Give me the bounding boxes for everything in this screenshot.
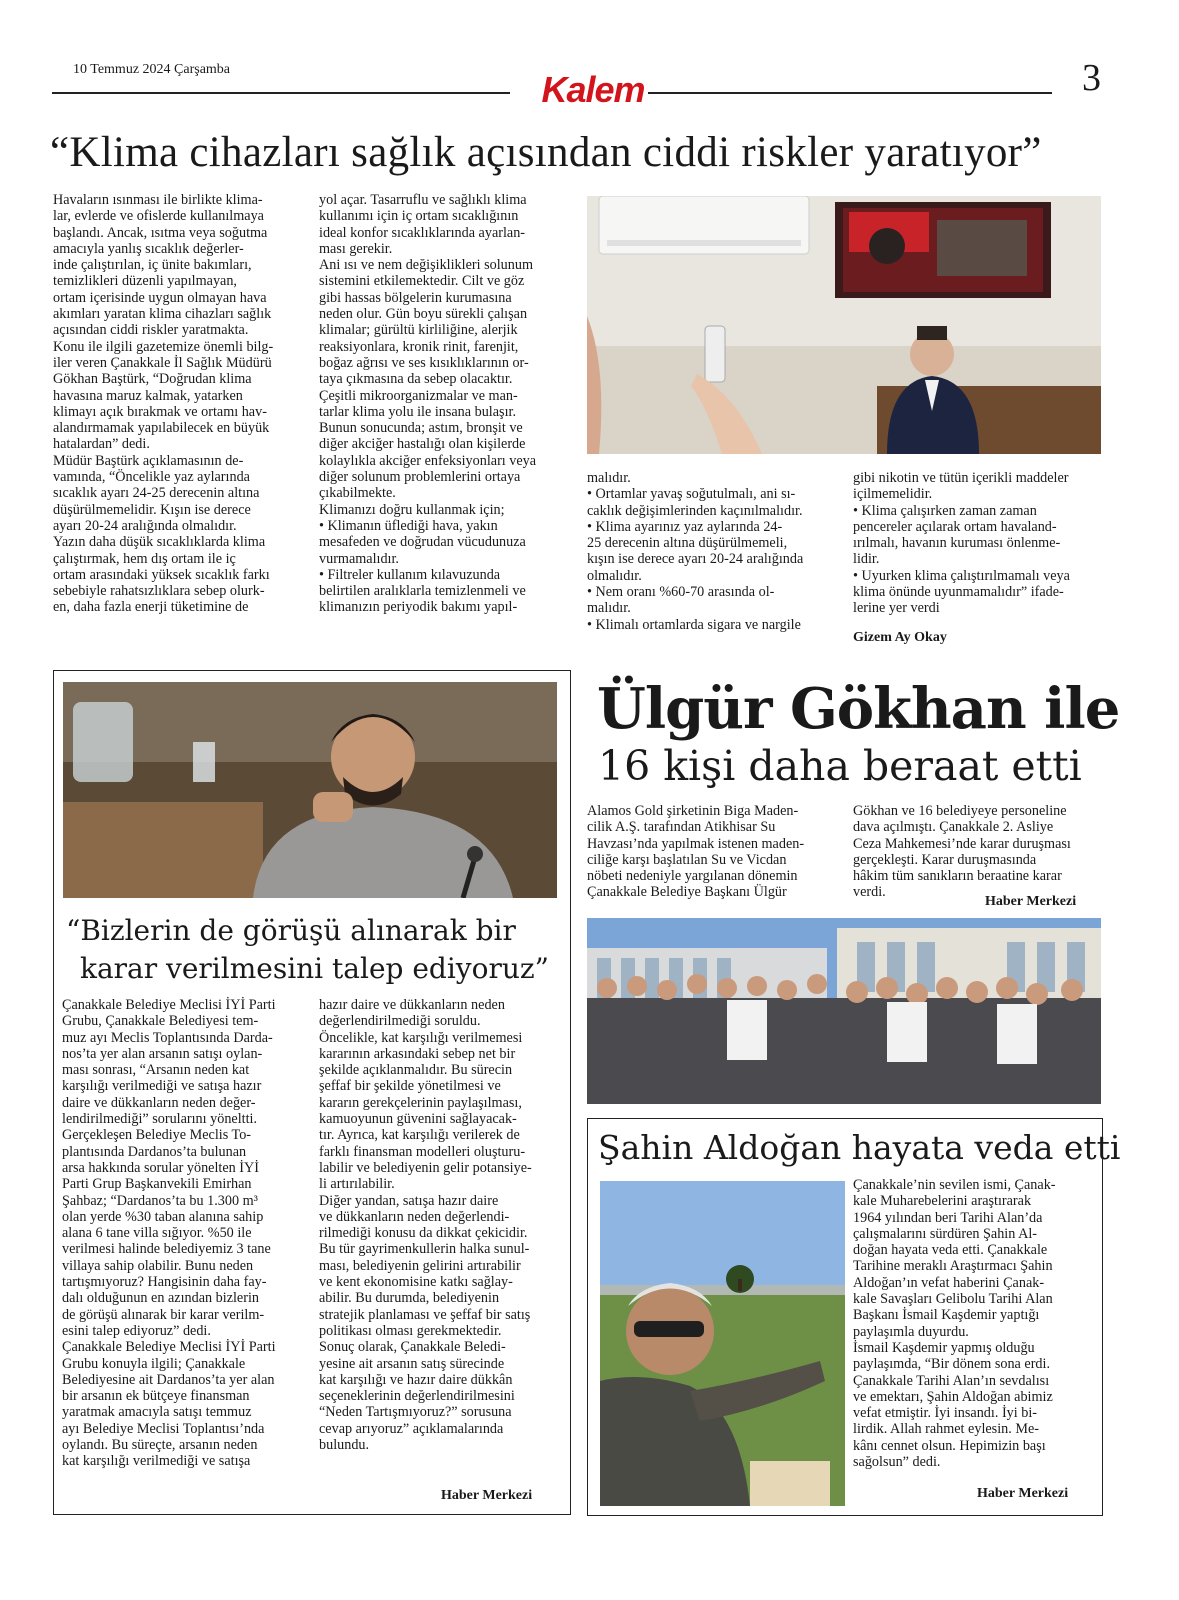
text-line: arsa hakkında sorular yönelten İYİ xyxy=(62,1159,259,1176)
text-line: belirtilen aralıklarla temizlenmeli ve xyxy=(319,583,526,600)
text-line: klimayı açık bırakmak ve ortamı hav- xyxy=(53,403,267,420)
text-line: dava açılmıştı. Çanakkale 2. Asliye xyxy=(853,819,1054,836)
text-line: Şahbaz; “Dardanos’ta bu 1.300 m³ xyxy=(62,1192,258,1209)
text-line: Gökhan ve 16 belediyeye personeline xyxy=(853,803,1067,819)
text-line: dalı olduğunun en azından bizlerin xyxy=(62,1290,259,1307)
text-line: temizlikleri düzenli yapılmayan, xyxy=(53,273,237,290)
text-line: yesine ait arsanın satış sürecinde xyxy=(319,1355,505,1372)
text-line: İsmail Kaşdemir yapmış olduğu xyxy=(853,1339,1035,1356)
text-line: çalıştırmak, hem dış ortam ile iç xyxy=(53,550,236,567)
klima-column-1 xyxy=(53,192,315,616)
text-line: lendirilmediği” sorularını yöneltti. xyxy=(62,1111,258,1128)
bizler-byline: Haber Merkezi xyxy=(441,1488,533,1503)
bizler-headline xyxy=(66,912,566,988)
text-line: “Neden Tartışmıyoruz?” sorusuna xyxy=(319,1404,512,1421)
text-line: • Klimalı ortamlarda sigara ve nargile xyxy=(587,616,801,633)
text-line: Başkanı İsmail Kaşdemir yaptığı xyxy=(853,1307,1040,1324)
text-line: gibi hassas bölgelerin kurumasına xyxy=(319,289,512,306)
text-line: Parti Grup Başkanvekili Emirhan xyxy=(62,1176,252,1193)
header-rule-right xyxy=(648,92,1052,94)
text-line: Öncelikle, kat karşılığı verilmemesi xyxy=(319,1029,523,1046)
text-line: oylandı. Bu süreçte, arsanın neden xyxy=(62,1437,258,1454)
text-line: nos’ta yer alan arsanın satışı oylan- xyxy=(62,1045,263,1062)
text-line: ayı Belediye Meclisi Toplantısı’nda xyxy=(62,1420,265,1437)
text-line: li artırılabilir. xyxy=(319,1176,395,1193)
sahin-column xyxy=(853,1177,1098,1470)
text-line: Konu ile ilgili gazetemize önemli bilg- xyxy=(53,338,274,355)
text-line: seçeneklerinin değerlendirilmesini xyxy=(319,1388,515,1405)
text-line: iler veren Çanakkale İl Sağlık Müdürü xyxy=(53,354,272,371)
text-line: plantısında Dardanos’ta bulunan xyxy=(62,1143,247,1160)
text-line: lar, evlerde ve ofislerde kullanılmaya xyxy=(53,208,264,225)
text-line: kale Savaşları Gelibolu Tarihi Alan xyxy=(853,1291,1053,1308)
text-line: Gerçekleşen Belediye Meclis To- xyxy=(62,1127,252,1144)
sahin-byline: Haber Merkezi xyxy=(977,1486,1069,1501)
text-line: kolaylıkla akciğer enfeksiyonları veya xyxy=(319,452,537,469)
text-line: olan yerde %30 taban alanına sahip xyxy=(62,1208,264,1225)
text-line: labilir ve belediyenin gelir potansiye- xyxy=(319,1159,532,1176)
text-line: yol açar. Tasarruflu ve sağlıklı klima xyxy=(319,192,527,208)
ulgur-photo xyxy=(587,918,1101,1104)
text-line: klimanızın periyodik bakımı yapıl- xyxy=(319,599,518,616)
klima-photo-illustration xyxy=(587,196,1101,454)
ulgur-headline-main: Ülgür Gökhan ile xyxy=(597,676,1120,742)
text-line: içilmemelidir. xyxy=(853,486,933,503)
klima-column-3 xyxy=(587,470,849,633)
text-line: Belediyesine ait Dardanos’ta yer alan xyxy=(62,1371,275,1388)
text-line: vefat etmiştir. İyi insandı. İyi bi- xyxy=(853,1405,1038,1422)
bizler-photo xyxy=(63,682,557,898)
text-line: lerine yer verdi xyxy=(853,600,940,617)
text-line: politikası olması gerekmektedir. xyxy=(319,1322,502,1339)
text-line: Yazın daha düşük sıcaklıklarda klima xyxy=(53,534,266,551)
text-line: hâkim tüm sanıkların beraatine karar xyxy=(853,868,1062,885)
text-line: ması, belediyenin gelirini artırabilir xyxy=(319,1257,521,1274)
text-line: değerlendirilmediği soruldu. xyxy=(319,1013,481,1030)
text-line: rilmediği konusu da dikkat çekicidir. xyxy=(319,1225,528,1242)
ulgur-column-2 xyxy=(853,803,1115,901)
text-line: inde çalıştırılan, iç ünite bakımları, xyxy=(53,257,252,274)
text-line: 1964 yılından beri Tarihi Alan’da xyxy=(853,1209,1043,1226)
issue-date: 10 Temmuz 2024 Çarşamba xyxy=(73,62,231,77)
text-line: esini talep ediyoruz” dedi. xyxy=(62,1322,211,1339)
text-line: tır. Ayrıca, kat karşılığı verilerek de xyxy=(319,1127,520,1144)
text-line: alana 6 tane villa sığıyor. %50 ile xyxy=(62,1225,252,1242)
text-line: paylaşımda, “Bir dönem sona erdi. xyxy=(853,1356,1050,1373)
text-line: hazır daire ve dükkanların neden xyxy=(319,997,505,1013)
text-line: karşılığı verilmediği ve satışa hazır xyxy=(62,1078,262,1095)
text-line: kat karşılığı verilmediği ve satışa xyxy=(62,1453,251,1470)
text-line: Çanakkale Tarihi Alan’ın sevdalısı xyxy=(853,1372,1050,1389)
sahin-headline: Şahin Aldoğan hayata veda etti xyxy=(598,1128,1121,1167)
sahin-photo xyxy=(600,1181,845,1506)
text-line: stratejik planlaması ve şeffaf bir satış xyxy=(319,1306,531,1323)
ulgur-photo-illustration xyxy=(587,918,1101,1104)
text-line: açısından ciddi riskler yaratmakta. xyxy=(53,322,249,339)
text-line: doğan hayata veda etti. Çanakkale xyxy=(853,1242,1048,1259)
klima-photo xyxy=(587,196,1101,454)
text-line: Çanakkale Belediye Meclisi İYİ Parti xyxy=(62,1339,276,1356)
text-line: lidir. xyxy=(853,551,880,568)
text-line: 25 derecenin altına düşürülmemeli, xyxy=(587,535,788,552)
text-line: Çanakkale Belediye Başkanı Ülgür xyxy=(587,884,787,901)
text-line: kullanımı için iç ortam sıcaklığının xyxy=(319,208,519,225)
text-line: Grubu, Çanakkale Belediyesi tem- xyxy=(62,1013,259,1030)
text-line: daire ve dükkanların neden değer- xyxy=(62,1094,256,1111)
text-line: Gökhan Baştürk, “Doğrudan klima xyxy=(53,371,252,388)
text-line: şekilde açıklanmalıdır. Bu sürecin xyxy=(319,1062,513,1079)
text-line: kânı cennet olsun. Hepimizin başı xyxy=(853,1437,1046,1454)
text-line: paylaşımla duyurdu. xyxy=(853,1323,969,1340)
text-line: caklık değişimlerinden kaçınılmalıdır. xyxy=(587,502,803,519)
ulgur-headline-sub: 16 kişi daha beraat etti xyxy=(598,742,1082,790)
klima-byline: Gizem Ay Okay xyxy=(853,630,947,645)
text-line: Çanakkale’nin sevilen ismi, Çanak- xyxy=(853,1177,1056,1193)
text-line: Ani ısı ve nem değişiklikleri solunum xyxy=(319,257,533,274)
text-line: • Uyurken klima çalıştırılmamalı veya xyxy=(853,567,1070,584)
text-line: malıdır. xyxy=(587,470,631,486)
klima-column-4 xyxy=(853,470,1115,617)
text-line: çıkabilmekte. xyxy=(319,485,396,502)
text-line: hatalardan” dedi. xyxy=(53,436,150,453)
text-line: verdi. xyxy=(853,884,886,901)
text-line: verilmesi halinde belediyemiz 3 tane xyxy=(62,1241,271,1258)
text-line: tartışmıyoruz? Hangisinin daha fay- xyxy=(62,1274,267,1291)
text-line: ve kent ekonomisine katkı sağlay- xyxy=(319,1274,513,1291)
page-number: 3 xyxy=(1082,57,1101,99)
text-line: • Ortamlar yavaş soğutulmalı, ani sı- xyxy=(587,486,796,503)
text-line: kararının arkasındaki sebep net bir xyxy=(319,1045,516,1062)
text-line: Çeşitli mikroorganizmalar ve man- xyxy=(319,387,518,404)
sahin-photo-illustration xyxy=(600,1181,845,1506)
text-line: Klimanızı doğru kullanmak için; xyxy=(319,501,505,518)
text-line: gerçekleşti. Karar duruşmasında xyxy=(853,851,1037,868)
text-line: ması gerekir. xyxy=(319,240,393,257)
bizler-headline-line2: karar verilmesini talep ediyoruz” xyxy=(80,952,549,985)
text-line: bulundu. xyxy=(319,1437,370,1454)
text-line: sıcaklık ayarı 24-25 derecenin altına xyxy=(53,485,260,502)
text-line: cilik A.Ş. tarafından Atikhisar Su xyxy=(587,819,776,836)
ulgur-byline: Haber Merkezi xyxy=(985,894,1077,909)
newspaper-logo: Kalem xyxy=(541,69,645,110)
text-line: Sonuç olarak, Çanakkale Beledi- xyxy=(319,1339,506,1356)
text-line: alandırmamak yapılabilecek en büyük xyxy=(53,420,270,437)
text-line: kale Muharebelerini araştırarak xyxy=(853,1193,1032,1210)
text-line: boğaz ağrısı ve ses kısıklıklarının or- xyxy=(319,354,529,371)
text-line: Havzası’nda yapılmak istenen maden- xyxy=(587,835,805,852)
text-line: • Klimanın üflediği hava, yakın xyxy=(319,517,498,534)
text-line: Çanakkale Belediye Meclisi İYİ Parti xyxy=(62,997,276,1013)
text-line: kamuoyunun güvenini sağlayacak- xyxy=(319,1111,517,1128)
text-line: Ceza Mahkemesi’nde karar duruşması xyxy=(853,835,1071,852)
text-line: diğer akciğer hastalığı olan kişilerde xyxy=(319,436,526,453)
text-line: düşürülmemelidir. Kışın ise derece xyxy=(53,501,251,518)
text-line: diğer solunum problemlerini ortaya xyxy=(319,469,521,486)
text-line: Alamos Gold şirketinin Biga Maden- xyxy=(587,803,799,819)
text-line: Müdür Baştürk açıklamasının de- xyxy=(53,452,244,469)
bizler-column-1 xyxy=(62,997,314,1470)
text-line: reaksiyonlara, kronik rinit, farenjit, xyxy=(319,338,519,355)
text-line: ciliğe karşı başlatılan Su ve Vicdan xyxy=(587,851,787,868)
text-line: amacıyla yanlış sıcaklık değerler- xyxy=(53,240,244,257)
text-line: sebebiyle rahatsızlıklara sebep olurk- xyxy=(53,583,265,600)
text-line: sağolsun” dedi. xyxy=(853,1454,941,1471)
text-line: klima önünde uyunmamalıdır” ifade- xyxy=(853,584,1064,601)
text-line: muz ayı Meclis Toplantısında Darda- xyxy=(62,1029,273,1046)
text-line: mesafeden ve doğrudan vücudunuza xyxy=(319,534,526,551)
text-line: Havaların ısınması ile birlikte klima- xyxy=(53,192,263,208)
text-line: pencereler açılarak ortam havaland- xyxy=(853,518,1057,535)
text-line: abilir. Bu durumda, belediyenin xyxy=(319,1290,500,1307)
text-line: • Filtreler kullanım kılavuzunda xyxy=(319,566,501,583)
bizler-column-2 xyxy=(319,997,569,1453)
text-line: yaratmak amacıyla satışı temmuz xyxy=(62,1404,252,1421)
text-line: en, daha fazla enerji tüketimine de xyxy=(53,599,249,616)
text-line: de görüşü alınarak bir karar verilm- xyxy=(62,1306,265,1323)
text-line: kat karşılığı ve hazır daire dükkân xyxy=(319,1371,513,1388)
text-line: başlandı. Ancak, ısıtma veya soğutma xyxy=(53,224,268,241)
text-line: klimalar; gürültü kirliliğine, alerjik xyxy=(319,322,518,339)
text-line: lirdik. Allah rahmet eylesin. Me- xyxy=(853,1421,1039,1438)
bizler-photo-illustration xyxy=(63,682,557,898)
text-line: nöbeti nedeniyle yargılanan dönemin xyxy=(587,868,798,885)
text-line: tarlar klima yolu ile insana bulaşır. xyxy=(319,403,516,420)
text-line: ayarı 20-24 aralığında olmalıdır. xyxy=(53,517,237,534)
text-line: havasına maruz kalmak, yatarken xyxy=(53,387,243,404)
text-line: Aldoğan’ın vefat haberini Çanak- xyxy=(853,1274,1045,1291)
text-line: ortam içerisinde uygun olmayan hava xyxy=(53,289,267,306)
ulgur-column-1 xyxy=(587,803,849,901)
text-line: cevap arıyoruz” açıklamalarında xyxy=(319,1420,504,1437)
text-line: taya çıkmasına da sebep olacaktır. xyxy=(319,371,513,388)
text-line: Tarihine meraklı Araştırmacı Şahin xyxy=(853,1258,1053,1275)
klima-column-2 xyxy=(319,192,581,616)
text-line: villaya sahip olabilir. Bunu neden xyxy=(62,1257,254,1274)
klima-headline: “Klima cihazları sağlık açısından ciddi riskler yaratıyor” xyxy=(50,129,1042,176)
text-line: ideal konfor sıcaklıklarında ayarlan- xyxy=(319,224,526,241)
header-rule-left xyxy=(52,92,510,94)
text-line: gibi nikotin ve tütün içerikli maddeler xyxy=(853,470,1069,486)
text-line: kışın ise derece ayarı 20-24 aralığında xyxy=(587,551,804,568)
text-line: kararın gerekçelerinin paylaşılması, xyxy=(319,1094,522,1111)
text-line: akımları yaratan klima cihazları sağlık xyxy=(53,306,272,323)
text-line: sistemini etkilemektedir. Cilt ve göz xyxy=(319,273,525,290)
text-line: olmalıdır. xyxy=(587,567,642,584)
text-line: • Klima çalışırken zaman zaman xyxy=(853,502,1037,519)
text-line: ortam arasındaki yüksek sıcaklık farkı xyxy=(53,566,270,583)
bizler-headline-line1: “Bizlerin de görüşü alınarak bir xyxy=(66,914,516,947)
text-line: farklı finansman modelleri oluşturu- xyxy=(319,1143,526,1160)
text-line: şeffaf bir şekilde yönetilmesi ve xyxy=(319,1078,501,1095)
text-line: • Klima ayarınız yaz aylarında 24- xyxy=(587,518,783,535)
text-line: vamında, “Öncelikle yaz aylarında xyxy=(53,469,250,486)
text-line: • Nem oranı %60-70 arasında ol- xyxy=(587,584,775,601)
text-line: ırılmalı, havanın kuruması önlenme- xyxy=(853,535,1061,552)
text-line: Bunun sonucunda; astım, bronşit ve xyxy=(319,420,523,437)
text-line: vurmamalıdır. xyxy=(319,550,399,567)
text-line: Grubu konuyla ilgili; Çanakkale xyxy=(62,1355,246,1372)
text-line: Bu tür gayrimenkullerin halka sunul- xyxy=(319,1241,530,1258)
text-line: çalışmalarını sürdüren Şahin Al- xyxy=(853,1225,1038,1242)
text-line: bir arsanın ek bütçeye finansman xyxy=(62,1388,250,1405)
text-line: ve emektarı, Şahin Aldoğan abimiz xyxy=(853,1388,1053,1405)
text-line: neden olur. Gün boyu sürekli çalışan xyxy=(319,306,528,323)
text-line: ması sonrası, “Arsanın neden kat xyxy=(62,1062,250,1079)
text-line: malıdır. xyxy=(587,600,631,617)
text-line: ve dükkanların neden değerlendi- xyxy=(319,1208,510,1225)
text-line: Diğer yandan, satışa hazır daire xyxy=(319,1192,499,1209)
